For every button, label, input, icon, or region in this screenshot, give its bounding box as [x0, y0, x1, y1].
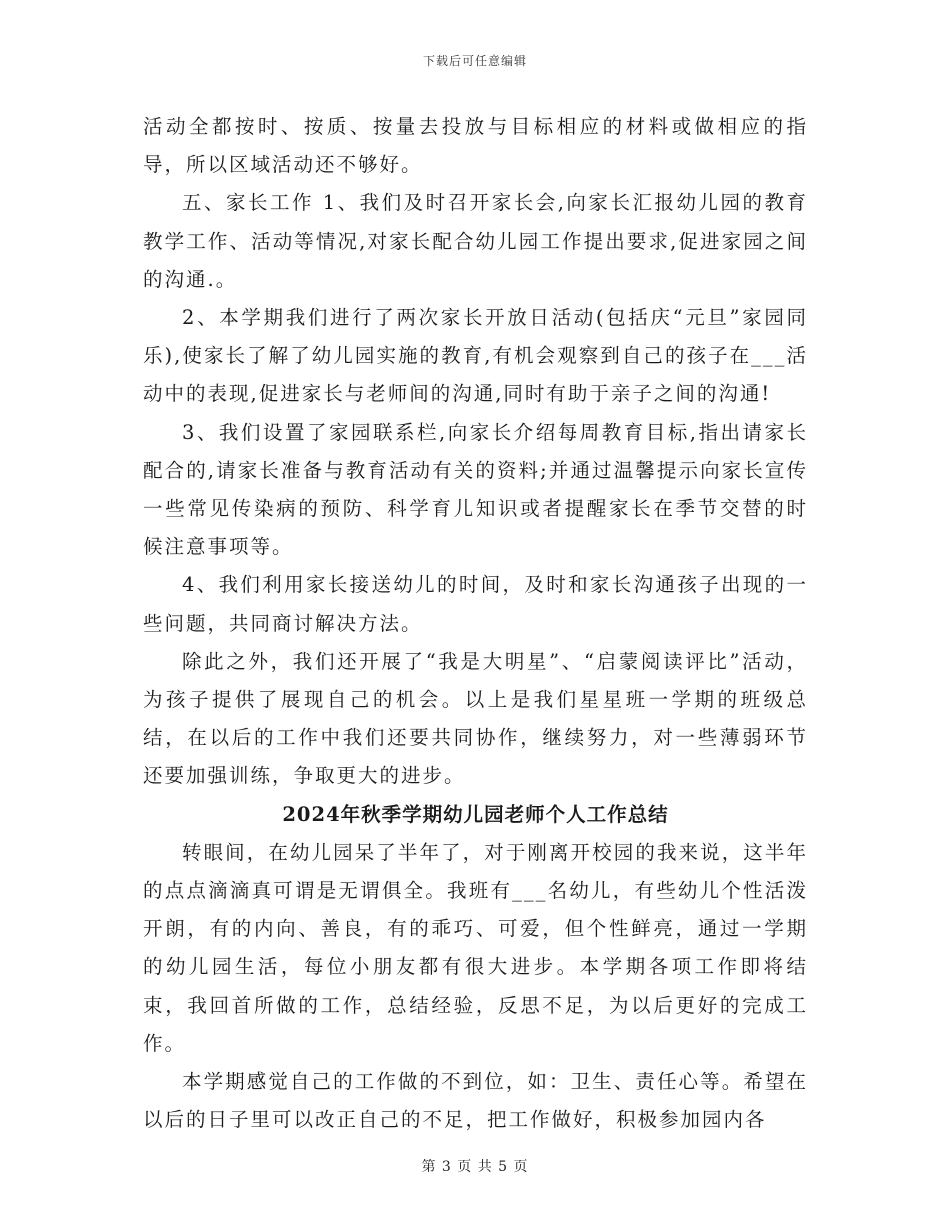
paragraph-pickup-communication: 4、我们利用家长接送幼儿的时间，及时和家长沟通孩子出现的一些问题，共同商讨解决方法。	[143, 573, 808, 635]
page-header-note: 下载后可任意编辑	[422, 54, 527, 68]
paragraph-open-day: 2、本学期我们进行了两次家长开放日活动(包括庆“元旦”家园同乐),使家长了解了幼儿园实施的教育,有机会观察到自己的孩子在___活动中的表现,促进家长与老师间的沟通,同时有助于亲子之间的沟通!	[143, 306, 808, 406]
paragraph-contact-board: 3、我们设置了家园联系栏,向家长介绍每周教育目标,指出请家长配合的,请家长准备与教育活动有关的资料;并通过温馨提示向家长宣传一些常见传染病的预防、科学育儿知识或者提醒家长在季节交替的时候注意事项等。	[143, 420, 808, 559]
paragraph-self-reflection: 本学期感觉自己的工作做的不到位，如：卫生、责任心等。希望在以后的日子里可以改正自己的不足，把工作做好，积极参加园内各	[143, 1070, 808, 1132]
paragraph-parent-work: 五、家长工作 1、我们及时召开家长会,向家长汇报幼儿园的教育教学工作、活动等情况,对家长配合幼儿园工作提出要求,促进家园之间的沟通.。	[143, 191, 808, 291]
paragraph-class-summary: 除此之外，我们还开展了“我是大明星”、“启蒙阅读评比”活动，为孩子提供了展现自己的机会。以上是我们星星班一学期的班级总结，在以后的工作中我们还要共同协作，继续努力，对一些薄弱环节还要加强训练，争取更大的进步。	[143, 649, 808, 788]
section-title: 2024年秋季学期幼儿园老师个人工作总结	[282, 802, 669, 826]
paragraph-area-activities: 活动全都按时、按质、按量去投放与目标相应的材料或做相应的指导，所以区域活动还不够好。	[143, 115, 808, 177]
document-body	[143, 108, 808, 1139]
page-footer-pagination: 第 3 页 共 5 页	[421, 1159, 529, 1175]
paragraph-intro: 转眼间，在幼儿园呆了半年了，对于刚离开校园的我来说，这半年的点点滴滴真可谓是无谓俱全。我班有___名幼儿，有些幼儿个性活泼开朗，有的内向、善良，有的乖巧、可爱，但个性鲜亮，通过一学期的幼儿园生活，每位小朋友都有很大进步。本学期各项工作即将结束，我回首所做的工作，总结经验，反思不足，为以后更好的完成工作。	[143, 840, 808, 1055]
